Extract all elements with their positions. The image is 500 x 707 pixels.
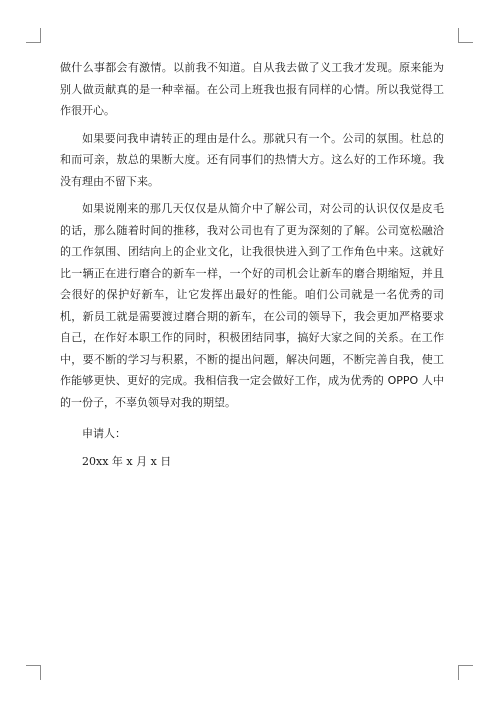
paragraph-continuation: 做什么事都会有激情。以前我不知道。自从我去做了义工我才发现。原来能为别人做贡献真的是一种幸福。在公司上班我也报有同样的心情。所以我觉得工作很开心。 [60, 61, 444, 117]
signature-label: 申请人： [82, 427, 126, 440]
crop-mark-bottom-left [26, 665, 41, 680]
paragraph-reason: 如果要问我申请转正的理由是什么。那就只有一个。公司的氛围。杜总的和而可亲，敖总的果断大度。还有同事们的热情大方。这么好的工作环境。我没有理由不留下来。 [60, 131, 444, 188]
date-line: 20xx 年 x 月 x 日 [82, 454, 172, 468]
crop-mark-top-right [458, 28, 473, 43]
document-body [60, 57, 444, 472]
crop-mark-bottom-right [458, 665, 473, 680]
paragraph-understanding: 如果说刚来的那几天仅仅是从简介中了解公司，对公司的认识仅仅是皮毛的话，那么随着时间的推移，我对公司也有了更为深刻的了解。公司宽松融洽的工作氛围、团结向上的企业文化，让我很快进入到了工作角色中来。这就好比一辆正在进行磨合的新车一样，一个好的司机会让新车的磨合期缩短，并且会很好的保护好新车，让它发挥出最好的性能。咱们公司就是一名优秀的司机，新员工就是需要渡过磨合期的新车，在公司的领导下，我会更加严格要求自己，在作好本职工作的同时，积极团结同事，搞好大家之间的关系。在工作中，要不断的学习与积累，不断的提出问题，解决问题，不断完善自我，使工作能够更快、更好的完成。我相信我一定会做好工作，成为优秀的 OPPO 人中的一份子，不辜负领导对我的期望。 [60, 202, 444, 409]
crop-mark-top-left [26, 28, 41, 43]
